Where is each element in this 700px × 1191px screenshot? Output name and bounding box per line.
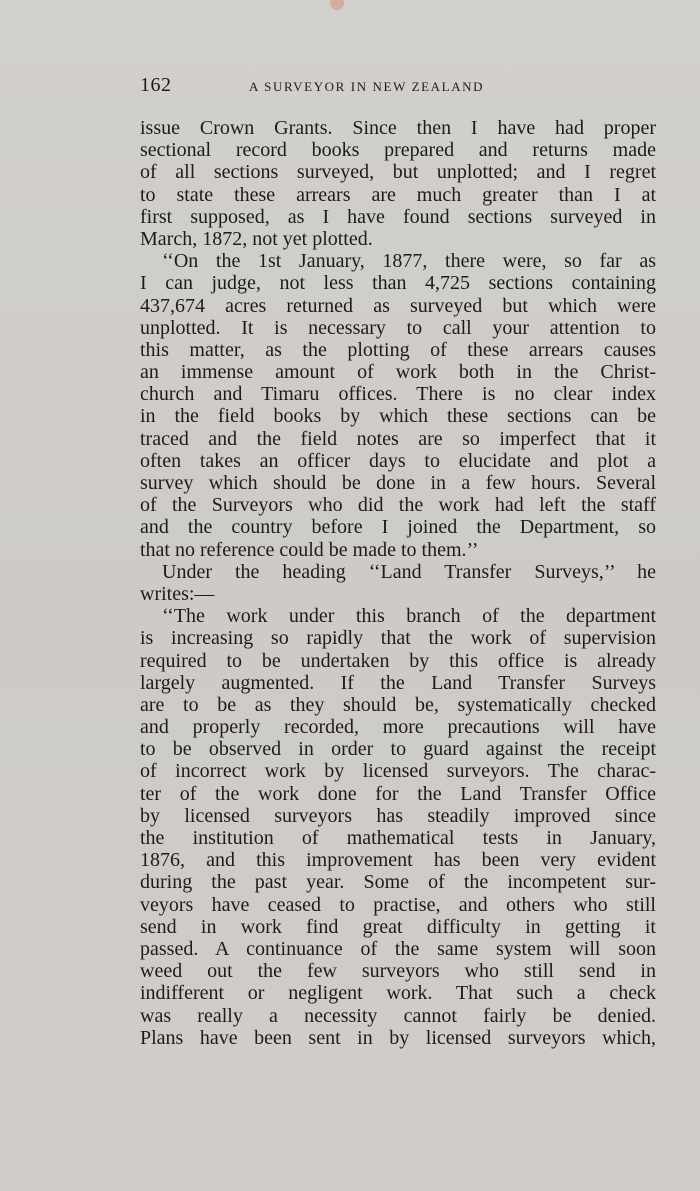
text-line: unplotted. It is necessary to call your attention to xyxy=(140,316,656,339)
text-line: weed out the few surveyors who still send in xyxy=(140,960,656,983)
text-line: survey which should be done in a few hours. Several xyxy=(140,472,656,494)
running-head xyxy=(140,74,560,100)
text-line: issue Crown Grants. Since then I have had proper xyxy=(140,117,656,139)
text-line: ‘‘The work under this branch of the department xyxy=(162,605,656,628)
text-line: indifferent or negligent work. That such a check xyxy=(140,982,656,1005)
text-line: send in work find great difficulty in getting it xyxy=(140,915,656,938)
text-line: of all sections surveyed, but unplotted; and I regret xyxy=(140,161,656,184)
text-line: traced and the field notes are so imperfect that it xyxy=(140,427,656,450)
text-line: sectional record books prepared and returns made xyxy=(140,139,656,162)
text-line: that no reference could be made to them.’’ xyxy=(140,538,479,561)
text-line: during the past year. Some of the incompetent sur- xyxy=(140,871,656,894)
text-line: passed. A continuance of the same system will soon xyxy=(140,937,656,960)
text-line: and properly recorded, more precautions will have xyxy=(140,716,656,739)
text-line: largely augmented. If the Land Transfer Surveys xyxy=(140,671,656,694)
text-line: by licensed surveyors has steadily improved since xyxy=(140,804,656,827)
text-line: I can judge, not less than 4,725 sections containing xyxy=(140,272,656,295)
text-line: 1876, and this improvement has been very evident xyxy=(140,849,656,872)
text-line: this matter, as the plotting of these arrears causes xyxy=(140,338,656,361)
text-line: of the Surveyors who did the work had left the staff xyxy=(140,494,656,517)
text-line: veyors have ceased to practise, and others who still xyxy=(140,893,656,916)
text-line: to be observed in order to guard against the receipt xyxy=(140,738,656,761)
running-title: A SURVEYOR IN NEW ZEALAND xyxy=(249,79,485,94)
text-line: Under the heading ‘‘Land Transfer Surveys,’’ he xyxy=(162,560,656,583)
text-line: church and Timaru offices. There is no clear index xyxy=(140,383,656,406)
text-line: of incorrect work by licensed surveyors. The charac- xyxy=(140,760,656,783)
text-line: was really a necessity cannot fairly be denied. xyxy=(140,1004,656,1027)
text-line: ter of the work done for the Land Transfer Office xyxy=(140,782,656,805)
text-line: required to be undertaken by this office is already xyxy=(140,649,656,672)
text-line: first supposed, as I have found sections surveyed in xyxy=(140,205,656,228)
binding-hole xyxy=(330,0,344,10)
text-line: March, 1872, not yet plotted. xyxy=(140,227,373,250)
text-line: 437,674 acres returned as surveyed but which were xyxy=(140,294,656,317)
text-line: and the country before I joined the Department, so xyxy=(140,516,656,539)
text-line: in the field books by which these sections can be xyxy=(140,405,656,428)
text-line: the institution of mathematical tests in January, xyxy=(140,827,656,849)
text-line: Plans have been sent in by licensed surveyors which, xyxy=(140,1026,656,1049)
text-line: is increasing so rapidly that the work of supervision xyxy=(140,627,656,650)
text-line: are to be as they should be, systematically checked xyxy=(140,693,656,716)
page-number: 162 xyxy=(140,74,172,96)
text-line: to state these arrears are much greater than I at xyxy=(140,183,656,206)
text-line: often takes an officer days to elucidate and plot a xyxy=(140,449,656,472)
text-line: writes:— xyxy=(140,582,215,605)
body-text xyxy=(140,117,656,1049)
text-line: an immense amount of work both in the Christ- xyxy=(140,361,656,384)
text-line: ‘‘On the 1st January, 1877, there were, so far as xyxy=(162,250,656,273)
